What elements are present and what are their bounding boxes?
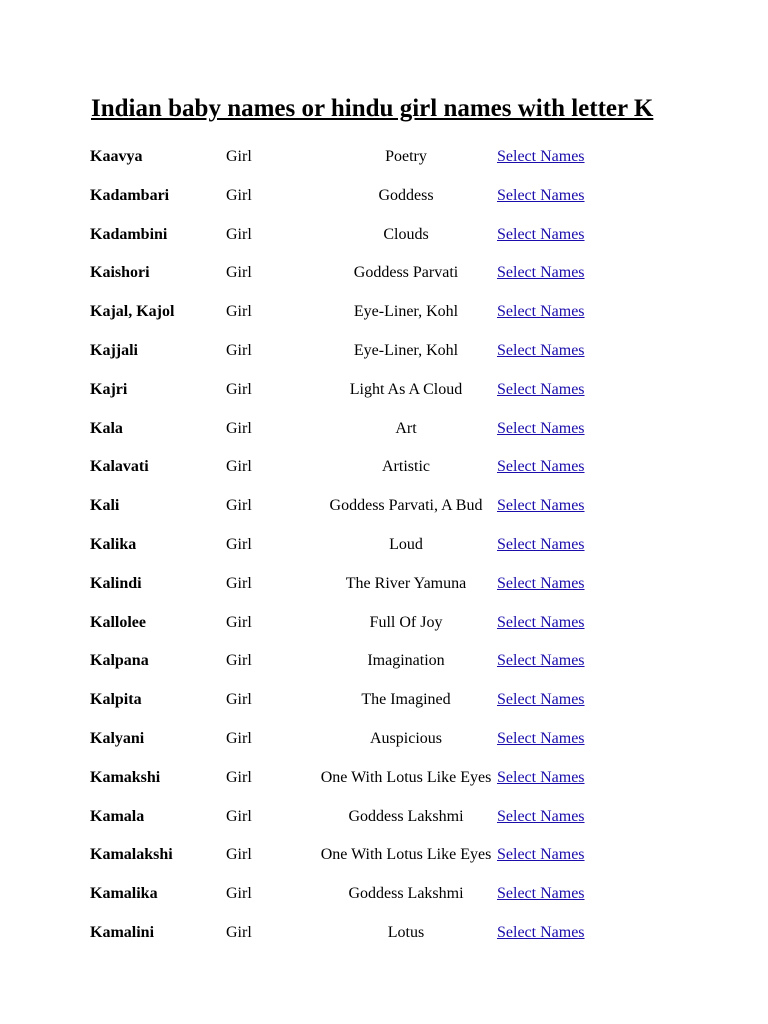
- select-names-link[interactable]: Select Names: [497, 691, 585, 709]
- baby-name: Kamala: [90, 807, 145, 825]
- name-row: [0, 418, 768, 457]
- name-row: [0, 301, 768, 340]
- name-meaning: The River Yamuna: [345, 574, 467, 592]
- gender-label: Girl: [226, 148, 252, 165]
- baby-name: Kallolee: [90, 613, 146, 631]
- name-row: [0, 728, 768, 767]
- name-row: [0, 262, 768, 301]
- name-row: [0, 844, 768, 883]
- select-names-link[interactable]: Select Names: [497, 652, 585, 670]
- baby-name: Kali: [90, 497, 120, 515]
- baby-name: Kadambini: [90, 225, 168, 243]
- name-row: [0, 379, 768, 418]
- name-row: [0, 146, 768, 185]
- gender-label: Girl: [226, 264, 252, 282]
- name-row: [0, 185, 768, 224]
- name-meaning: Clouds: [383, 225, 429, 243]
- gender-label: Girl: [226, 574, 252, 592]
- select-names-link[interactable]: Select Names: [497, 613, 585, 631]
- gender-label: Girl: [226, 225, 252, 243]
- name-meaning: Goddess Lakshmi: [348, 885, 464, 903]
- baby-name: Kamakshi: [90, 768, 161, 786]
- name-row: [0, 495, 768, 534]
- name-meaning: Imagination: [367, 652, 445, 670]
- gender-label: Girl: [226, 380, 252, 398]
- name-row: [0, 689, 768, 728]
- name-meaning: Art: [395, 419, 417, 437]
- gender-label: Girl: [226, 303, 252, 321]
- name-list: [0, 146, 768, 961]
- select-names-link[interactable]: Select Names: [497, 729, 585, 747]
- select-names-link[interactable]: Select Names: [497, 419, 585, 437]
- baby-name: Kajri: [90, 380, 128, 398]
- select-names-link[interactable]: Select Names: [497, 186, 585, 204]
- name-meaning: Auspicious: [370, 729, 442, 747]
- gender-label: Girl: [226, 691, 252, 709]
- baby-name: Kaavya: [90, 148, 143, 165]
- name-row: [0, 573, 768, 612]
- name-meaning: Poetry: [385, 148, 427, 165]
- name-row: [0, 224, 768, 263]
- baby-name: Kajal, Kajol: [90, 303, 175, 321]
- gender-label: Girl: [226, 458, 252, 476]
- baby-name: Kalavati: [90, 458, 149, 476]
- baby-name: Kalyani: [90, 729, 145, 747]
- gender-label: Girl: [226, 419, 252, 437]
- name-row: [0, 806, 768, 845]
- gender-label: Girl: [226, 652, 252, 670]
- page-title: Indian baby names or hindu girl names with letter K: [91, 95, 654, 122]
- name-meaning: Goddess Parvati: [353, 264, 459, 282]
- select-names-link[interactable]: Select Names: [497, 497, 585, 515]
- name-row: [0, 922, 768, 961]
- baby-name: Kalpita: [90, 691, 142, 709]
- baby-name: Kajjali: [90, 341, 138, 359]
- select-names-link[interactable]: Select Names: [497, 574, 585, 592]
- baby-name: Kalika: [90, 535, 137, 553]
- name-meaning: Artistic: [382, 458, 430, 476]
- baby-name: Kaishori: [90, 264, 150, 282]
- name-meaning: Goddess: [378, 186, 434, 204]
- baby-name: Kalindi: [90, 574, 142, 592]
- select-names-link[interactable]: Select Names: [497, 225, 585, 243]
- name-row: [0, 456, 768, 495]
- name-meaning: Goddess Lakshmi: [348, 807, 464, 825]
- name-row: [0, 767, 768, 806]
- name-row: [0, 340, 768, 379]
- gender-label: Girl: [226, 497, 252, 515]
- select-names-link[interactable]: Select Names: [497, 458, 585, 476]
- gender-label: Girl: [226, 846, 252, 864]
- baby-name: Kamalakshi: [90, 846, 173, 864]
- select-names-link[interactable]: Select Names: [497, 380, 585, 398]
- baby-name: Kamalini: [90, 923, 155, 941]
- select-names-link[interactable]: Select Names: [497, 341, 585, 359]
- name-meaning: Lotus: [387, 923, 425, 941]
- name-meaning: Eye-Liner, Kohl: [353, 341, 459, 359]
- name-row: [0, 883, 768, 922]
- baby-name: Kalpana: [90, 652, 149, 670]
- name-meaning: Full Of Joy: [369, 613, 443, 631]
- select-names-link[interactable]: Select Names: [497, 264, 585, 282]
- name-meaning: Light As A Cloud: [349, 380, 463, 398]
- select-names-link[interactable]: Select Names: [497, 768, 585, 786]
- gender-label: Girl: [226, 729, 252, 747]
- name-row: [0, 650, 768, 689]
- select-names-link[interactable]: Select Names: [497, 846, 585, 864]
- baby-name: Kadambari: [90, 186, 170, 204]
- select-names-link[interactable]: Select Names: [497, 535, 585, 553]
- gender-label: Girl: [226, 923, 252, 941]
- name-row: [0, 534, 768, 573]
- baby-name: Kamalika: [90, 885, 158, 903]
- select-names-link[interactable]: Select Names: [497, 807, 585, 825]
- gender-label: Girl: [226, 613, 252, 631]
- select-names-link[interactable]: Select Names: [497, 303, 585, 321]
- name-meaning: One With Lotus Like Eyes: [320, 846, 492, 864]
- gender-label: Girl: [226, 186, 252, 204]
- gender-label: Girl: [226, 885, 252, 903]
- gender-label: Girl: [226, 768, 252, 786]
- select-names-link[interactable]: Select Names: [497, 885, 585, 903]
- name-row: [0, 612, 768, 651]
- name-meaning: One With Lotus Like Eyes: [320, 768, 492, 786]
- name-meaning: Goddess Parvati, A Bud: [329, 497, 483, 515]
- select-names-link[interactable]: Select Names: [497, 923, 585, 941]
- gender-label: Girl: [226, 535, 252, 553]
- gender-label: Girl: [226, 807, 252, 825]
- baby-name: Kala: [90, 419, 123, 437]
- select-names-link[interactable]: Select Names: [497, 148, 585, 165]
- gender-label: Girl: [226, 341, 252, 359]
- name-meaning: The Imagined: [361, 691, 451, 709]
- name-meaning: Loud: [389, 535, 423, 553]
- name-meaning: Eye-Liner, Kohl: [353, 303, 459, 321]
